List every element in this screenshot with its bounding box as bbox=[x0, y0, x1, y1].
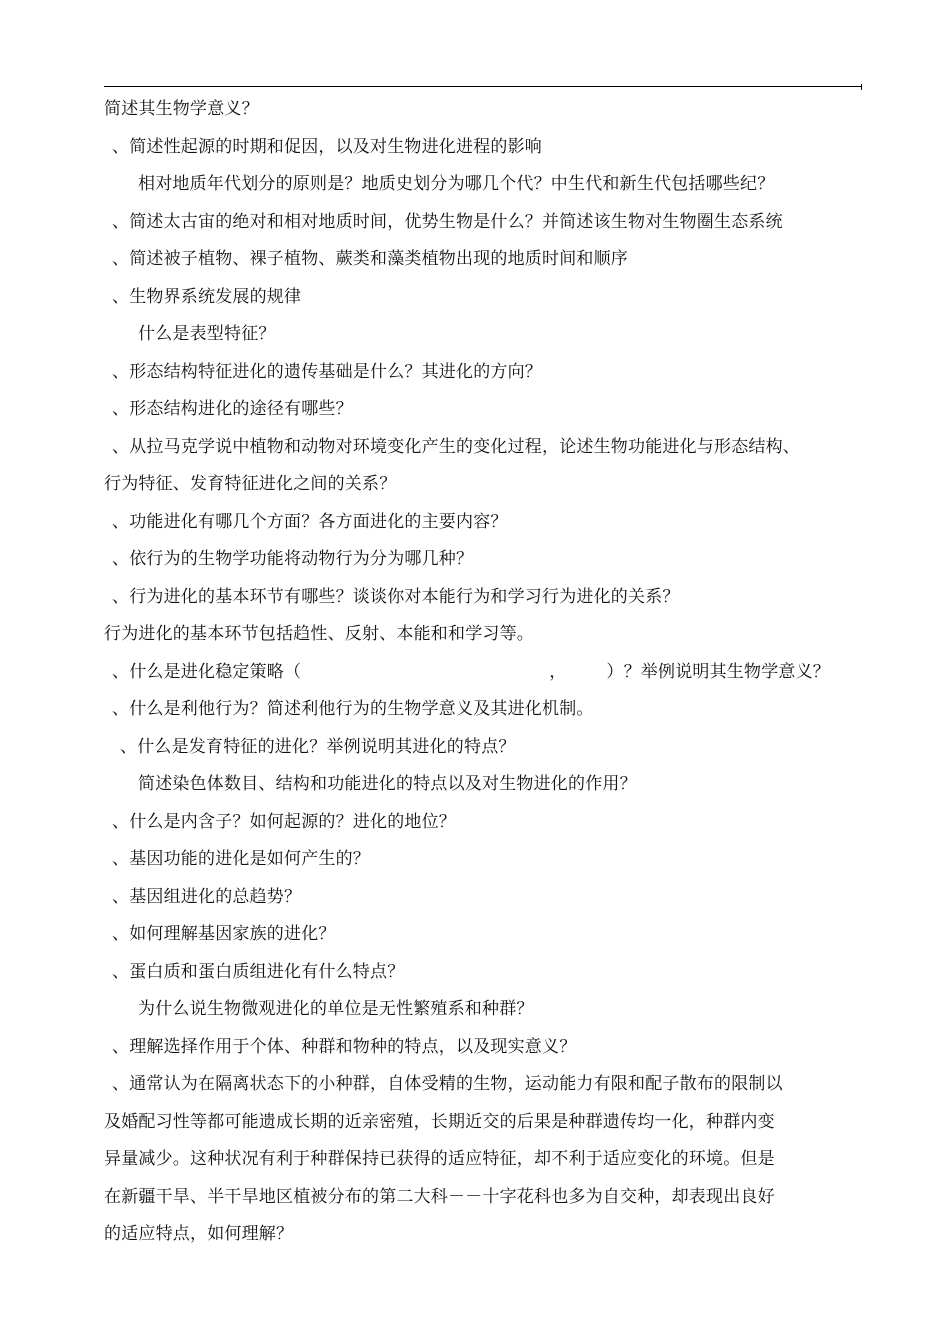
text-line: 及婚配习性等都可能遗成长期的近亲密殖，长期近交的后果是种群遗传均一化，种群内变 bbox=[104, 1111, 775, 1132]
question-item: 、行为进化的基本环节有哪些？谈谈你对本能行为和学习行为进化的关系？ bbox=[112, 586, 680, 607]
question-item: 、功能进化有哪几个方面？各方面进化的主要内容？ bbox=[112, 511, 508, 532]
question-item: 、基因功能的进化是如何产生的？ bbox=[112, 849, 370, 869]
text-line: 行为特征、发育特征进化之间的关系？ bbox=[104, 474, 397, 494]
question-item: 为什么说生物微观进化的单位是无性繁殖系和种群？ bbox=[138, 999, 534, 1019]
question-item: 、基因组进化的总趋势？ bbox=[112, 886, 302, 907]
question-item: 、什么是内含子？如何起源的？进化的地位？ bbox=[112, 811, 456, 832]
question-item: 、简述性起源的时期和促因，以及对生物进化进程的影响 bbox=[112, 136, 542, 157]
question-item: 、形态结构特征进化的遗传基础是什么？其进化的方向？ bbox=[112, 361, 542, 382]
question-part: ）？举例说明其生物学意义？ bbox=[606, 661, 831, 682]
question-item: 、蛋白质和蛋白质组进化有什么特点？ bbox=[112, 961, 405, 982]
text-line: 异量减少。这种状况有利于种群保持已获得的适应特征，却不利于适应变化的环境。但是 bbox=[104, 1149, 775, 1169]
question-item: 、依行为的生物学功能将动物行为分为哪几种？ bbox=[112, 549, 474, 569]
question-part: 、什么是进化稳定策略（ bbox=[112, 661, 302, 682]
question-part: ， bbox=[549, 661, 567, 682]
document-body bbox=[104, 91, 864, 1254]
text-line: 简述其生物学意义？ bbox=[104, 99, 259, 119]
text-line: 的适应特点，如何理解？ bbox=[104, 1224, 294, 1244]
question-item: 、从拉马克学说中植物和动物对环境变化产生的变化过程，论述生物功能进化与形态结构、 bbox=[112, 436, 800, 457]
text-line: 在新疆干旱、半干旱地区植被分布的第二大科－－十字花科也多为自交种，却表现出良好 bbox=[104, 1186, 775, 1207]
question-item: 、什么是发育特征的进化？举例说明其进化的特点？ bbox=[120, 736, 516, 757]
answer-line: 行为进化的基本环节包括趋性、反射、本能和和学习等。 bbox=[104, 624, 534, 644]
question-item: 什么是表型特征？ bbox=[138, 324, 276, 344]
question-item: 简述染色体数目、结构和功能进化的特点以及对生物进化的作用？ bbox=[138, 774, 637, 794]
header-rule-end bbox=[861, 84, 862, 90]
question-item: 、生物界系统发展的规律 bbox=[112, 286, 302, 307]
question-item: 、什么是利他行为？简述利他行为的生物学意义及其进化机制。 bbox=[112, 699, 594, 719]
question-item: 、如何理解基因家族的进化？ bbox=[112, 924, 336, 944]
question-item: 、形态结构进化的途径有哪些？ bbox=[112, 399, 353, 419]
question-item: 、简述太古宙的绝对和相对地质时间，优势生物是什么？并简述该生物对生物圈生态系统 bbox=[112, 211, 783, 232]
question-item: 、简述被子植物、裸子植物、蕨类和藻类植物出现的地质时间和顺序 bbox=[112, 249, 628, 269]
question-item: 、通常认为在隔离状态下的小种群，自体受精的生物，运动能力有限和配子散布的限制以 bbox=[112, 1074, 783, 1094]
question-item: 相对地质年代划分的原则是？地质史划分为哪几个代？中生代和新生代包括哪些纪？ bbox=[138, 174, 775, 194]
question-item: 、理解选择作用于个体、种群和物种的特点，以及现实意义？ bbox=[112, 1036, 577, 1057]
question-item bbox=[104, 654, 864, 692]
header-rule bbox=[104, 86, 862, 87]
